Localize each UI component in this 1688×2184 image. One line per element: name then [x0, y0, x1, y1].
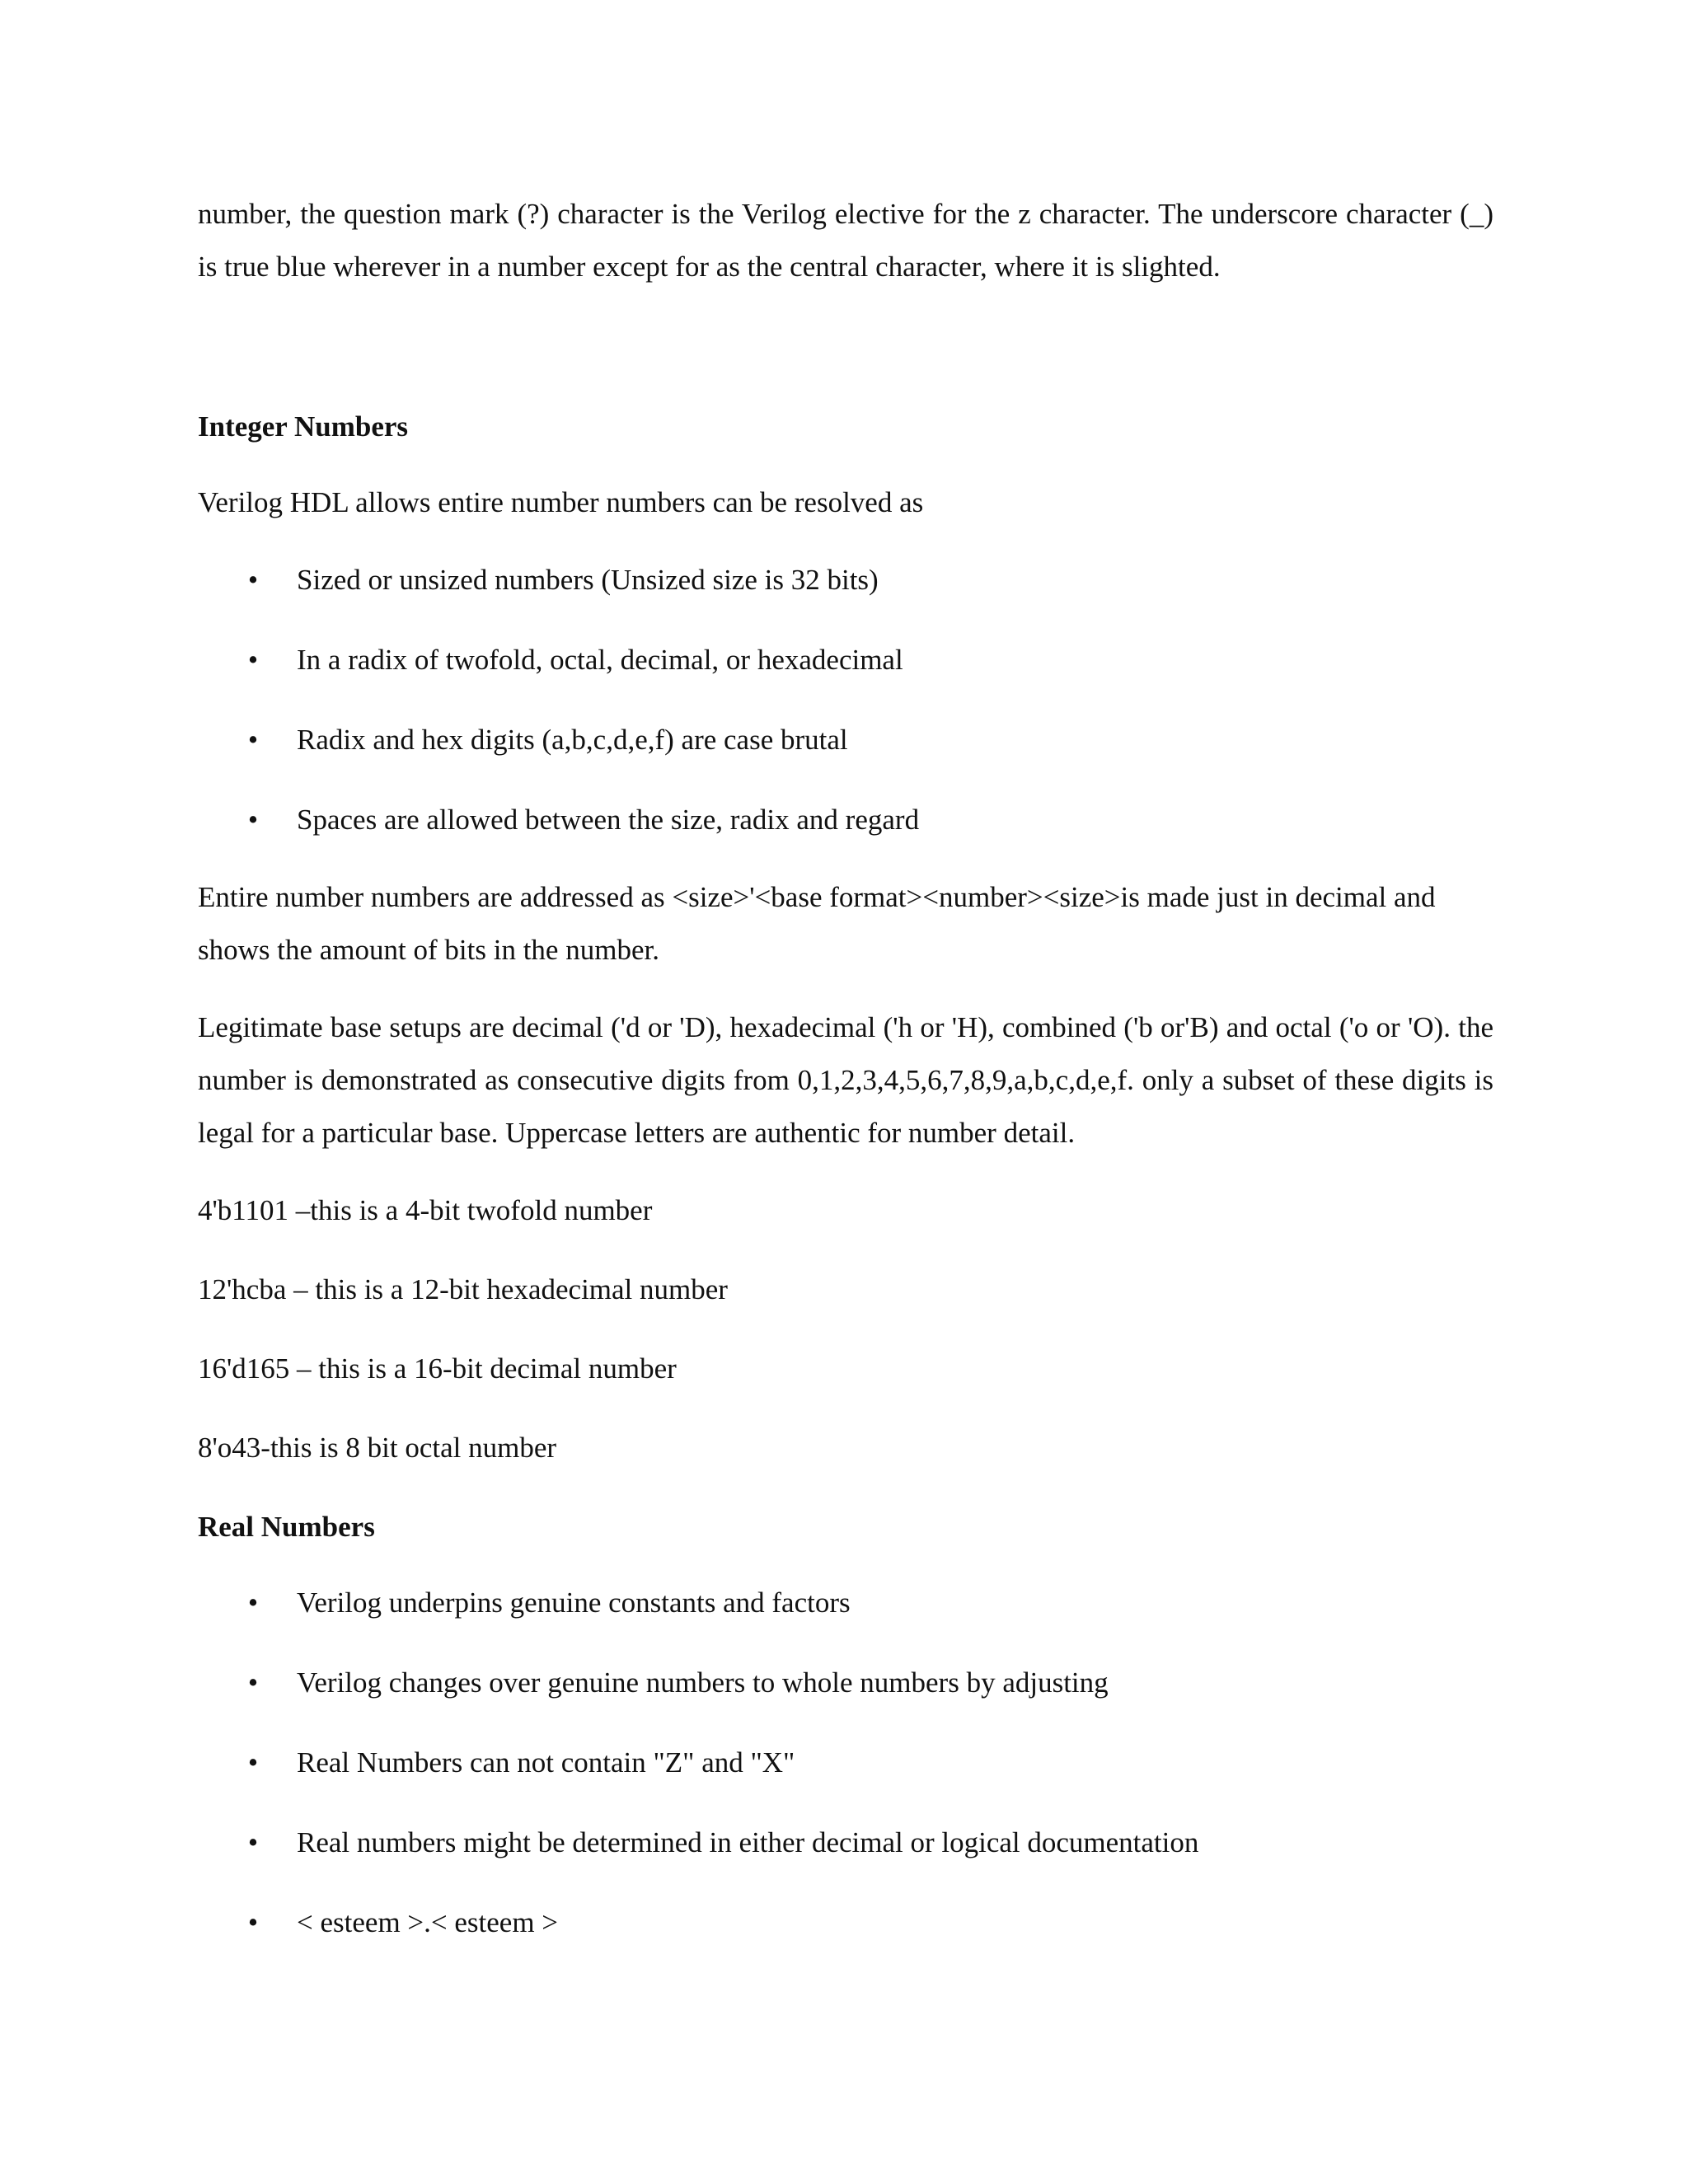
list-item [198, 1896, 1493, 1949]
list-item [198, 634, 1493, 687]
bullet-icon: • [247, 1826, 259, 1858]
integer-lead-paragraph: Verilog HDL allows entire number numbers can be resolved as [198, 486, 924, 518]
integer-example-decimal: 16'd165 – this is a 16-bit decimal number [198, 1352, 677, 1385]
real-bullet-list [198, 1577, 1493, 1949]
list-item-text: Real Numbers can not contain "Z" and "X" [297, 1746, 795, 1779]
list-item [198, 554, 1493, 607]
integer-format-paragraph: Entire number numbers are addressed as <size>'<base format><number><size>is made just in decimal and shows the amount of bits in the number. [198, 881, 1436, 966]
list-item [198, 1736, 1493, 1789]
page-content [198, 188, 1493, 1974]
bullet-icon: • [247, 1906, 259, 1938]
list-item [198, 1577, 1493, 1629]
list-item-text: Radix and hex digits (a,b,c,d,e,f) are case brutal [297, 724, 848, 756]
integer-example-hex: 12'hcba – this is a 12-bit hexadecimal number [198, 1273, 728, 1305]
bullet-icon: • [247, 1746, 259, 1779]
bullet-icon: • [247, 804, 259, 836]
list-item-text: Sized or unsized numbers (Unsized size is 32 bits) [297, 564, 879, 596]
integer-example-octal: 8'o43-this is 8 bit octal number [198, 1432, 557, 1464]
integer-base-paragraph: Legitimate base setups are decimal ('d or 'D), hexadecimal ('h or 'H), combined ('b or'B) and octal ('o or 'O). the number is demonstrated as consecutive digits from 0,1,2,3,4,5,6,7,8,9,a,b,c,d,e,f. only a subset of these digits is legal for a particular base. Uppercase letters are authentic for number detail. [198, 1011, 1493, 1149]
real-numbers-heading: Real Numbers [198, 1511, 375, 1543]
intro-paragraph: number, the question mark (?) character is the Verilog elective for the z character. The underscore character (_) is true blue wherever in a number except for as the central character, where it is slighted. [198, 198, 1493, 283]
list-item-text: Verilog underpins genuine constants and factors [297, 1586, 851, 1619]
bullet-icon: • [247, 1586, 259, 1619]
list-item [198, 1657, 1493, 1709]
list-item [198, 794, 1493, 846]
bullet-icon: • [247, 644, 259, 676]
list-item-text: Real numbers might be determined in either decimal or logical documentation [297, 1826, 1199, 1858]
bullet-icon: • [247, 1666, 259, 1699]
list-item-text: < esteem >.< esteem > [297, 1906, 559, 1938]
list-item-text: Verilog changes over genuine numbers to whole numbers by adjusting [297, 1666, 1109, 1699]
integer-numbers-heading: Integer Numbers [198, 410, 409, 443]
list-item-text: In a radix of twofold, octal, decimal, or hexadecimal [297, 644, 903, 676]
integer-bullet-list [198, 554, 1493, 846]
list-item [198, 1816, 1493, 1869]
integer-example-binary: 4'b1101 –this is a 4-bit twofold number [198, 1194, 653, 1226]
bullet-icon: • [247, 724, 259, 756]
list-item-text: Spaces are allowed between the size, radix and regard [297, 804, 920, 836]
bullet-icon: • [247, 564, 259, 596]
list-item [198, 714, 1493, 766]
